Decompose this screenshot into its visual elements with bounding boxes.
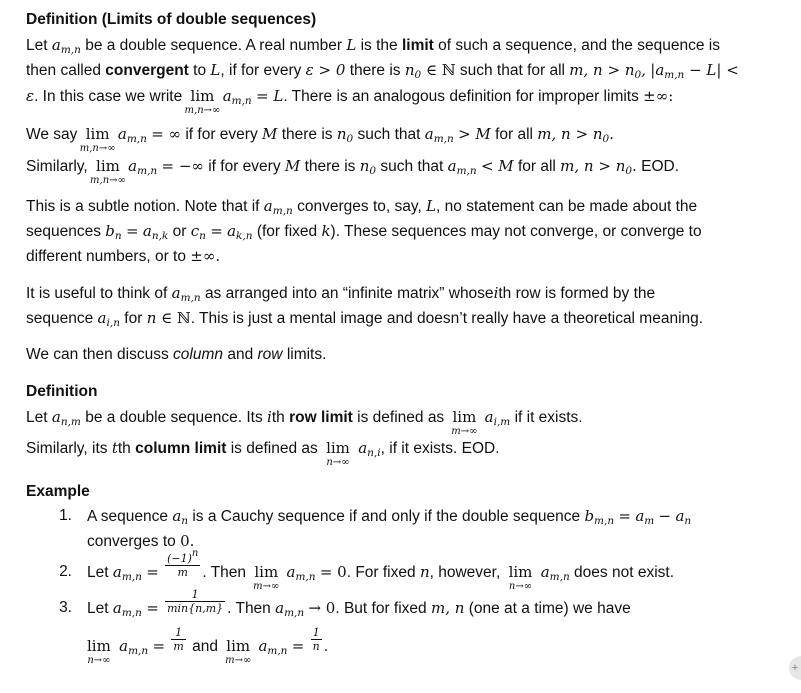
- paragraph-1-line-3: different numbers, or to ±∞.: [26, 247, 221, 265]
- limit-operator: lim m→∞: [225, 637, 252, 666]
- definition-2-line-2: Similarly, its tth column limit is defined as lim n→∞ $a_{n,i}$, if it exists. EOD.: [26, 439, 500, 468]
- paragraph-2-line-1: It is useful to think of $a_{m,n}$ as arranged into an “infinite matrix” whoseith row is formed by the: [26, 284, 656, 304]
- paragraph-1-line-2: sequences $b_n = a_{n,k}$ or $c_n = a_{k,n}$ (for fixed k). These sequences may not converge, or converge to: [26, 222, 702, 242]
- fraction: $\frac{1}{m}$: [173, 626, 184, 654]
- limit-operator: lim m→∞: [451, 408, 478, 437]
- scroll-edge-handle[interactable]: +: [789, 656, 801, 680]
- definition-2-heading: Definition: [26, 383, 98, 400]
- limit-operator: lim n→∞: [508, 563, 533, 592]
- fraction: $\frac{1}{n}$: [312, 626, 320, 654]
- definition-line-3: ε. In this case we write lim m,n→∞ $a_{m,n} = L$. There is an analogous definition for improper limits ±∞:: [26, 87, 674, 116]
- definition-line-1: Let $a_{m,n}$ be a double sequence. A real number L is the limit of such a sequence, and the sequence is: [26, 36, 720, 56]
- limit-operator: lim m,n→∞: [79, 125, 116, 154]
- paragraph-1-line-1: This is a subtle notion. Note that if $a_{m,n}$ converges to, say, L, no statement can be made about the: [26, 197, 698, 217]
- fraction: $\frac{1}{\min\{n,m\}}$: [167, 588, 224, 616]
- paragraph-2-line-2: sequence $a_{i,n}$ for n ∈ ℕ. This is just a mental image and doesn’t really have a theoretical meaning.: [26, 309, 704, 329]
- limit-operator: lim m,n→∞: [184, 87, 221, 116]
- definition-heading: Definition (Limits of double sequences): [26, 11, 317, 28]
- limit-operator: lim n→∞: [326, 439, 350, 468]
- fraction: $\frac{(-1)^n}{m}$: [167, 548, 199, 580]
- limit-operator: lim n→∞: [87, 637, 111, 666]
- limit-operator: lim m,n→∞: [90, 157, 126, 186]
- definition-line-2: then called convergent to L, if for every ε > 0 there is $n_0$ ∈ ℕ such that for all m, $n > n_0$, $|a_{m,n} - L|$ <: [26, 61, 739, 81]
- paragraph-3: We can then discuss column and row limits.: [26, 346, 327, 363]
- example-heading: Example: [26, 483, 90, 500]
- definition-2-line-1: Let $a_{n,m}$ be a double sequence. Its ith row limit is defined as lim m→∞ $a_{i,m}$ if it exists.: [26, 408, 583, 437]
- definition-line-4: We say lim m,n→∞ $a_{m,n}$ = ∞ if for every M there is $n_0$ such that $a_{m,n} > M$ for all m, $n > n_0$.: [26, 125, 614, 154]
- limit-operator: lim m→∞: [253, 563, 280, 592]
- definition-line-5: Similarly, lim m,n→∞ $a_{m,n}$ = −∞ if for every M there is $n_0$ such that $a_{m,n} < M$ for all m, $n > n_0$. EOD.: [26, 157, 680, 186]
